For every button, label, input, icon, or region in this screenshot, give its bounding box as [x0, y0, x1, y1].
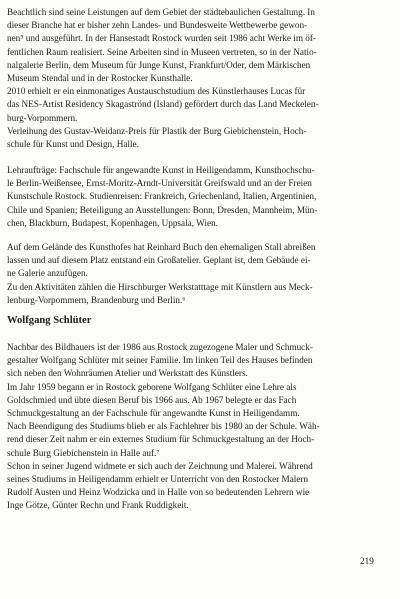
text-line: Kunstschule Rostock. Studienreisen: Frankreich, Griechenland, Italien, Argentinien,: [7, 191, 317, 202]
text-line: ne Galerie anzufügen.: [7, 268, 88, 279]
text-line: lenburg-Vorpommern, Brandenburg und Berlin.⁶: [7, 294, 186, 305]
text-line: le Berlin-Weißensee, Ernst-Moritz-Arndt-Universität Greifswald und an der Freien: [7, 178, 312, 189]
text-line: nen⁵ und ausgeführt. In der Hansestadt Rostock wurden seit 1986 acht Werke im öf-: [7, 33, 316, 44]
paragraph-schlueter: [7, 341, 393, 513]
text-line: Inge Götze, Günter Rechn und Frank Ruddigkeit.: [7, 500, 189, 511]
text-line: das NES-Artist Residency Skagaströnd (Island) gefördert durch das Land Meckelen-: [7, 99, 319, 110]
paragraph-kunsthof: [7, 241, 393, 307]
text-line: Chile und Spanien; Beteiligung an Ausstellungen: Bonn, Dresden, Mannheim, Mün-: [7, 204, 318, 215]
text-line: Nachbar des Bildhauers ist der 1986 aus Rostock zugezogene Maler und Schmuck-: [7, 342, 313, 352]
text-line: Goldschmied und übte diesen Beruf bis 1966 aus. Ab 1967 belegte er das Fach: [7, 394, 297, 405]
text-line: 2010 erhielt er ein einmonatiges Austauschstudium des Künstlerhauses Lucas für: [7, 86, 306, 97]
text-line: Nach Beendigung des Studiums blieb er als Fachlehrer bis 1980 an der Schule. Wäh-: [7, 421, 320, 432]
text-line: sich neben den Wohnräumen Atelier und Werkstatt des Künstlers.: [7, 368, 248, 379]
text-line: chen, Blackburn, Budapest, Kopenhagen, Uppsala, Wien.: [7, 217, 218, 228]
text-line: Schon in seiner Jugend widmete er sich auch der Zeichnung und Malerei. Während: [7, 460, 313, 471]
paragraph-teaching: [7, 164, 393, 230]
text-line: Verleihung des Gustav-Weidanz-Preis für Plastik der Burg Giebichenstein, Hoch-: [7, 125, 307, 136]
text-line: gestalter Wolfgang Schlüter mit seiner Familie. Im linken Teil des Hauses befinden: [7, 355, 313, 366]
text-line: nalgalerie Berlin, dem Museum für Junge Kunst, Frankfurt/Oder, dem Märkischen: [7, 59, 311, 70]
text-line: schule Burg Giebichenstein in Halle auf.⁷: [7, 447, 160, 458]
text-line: Schmuckgestaltung an der Fachschule für angewandte Kunst in Heiligendamm.: [7, 408, 300, 419]
section-heading: Wolfgang Schlüter: [7, 315, 92, 326]
paragraph-achievements: [7, 6, 393, 151]
text-line: Museum Stendal und in der Rostocker Kunsthalle.: [7, 73, 193, 84]
text-line: seines Studiums in Heiligendamm erhielt er Unterricht von den Rostocker Malern: [7, 474, 309, 485]
text-line: Im Jahr 1959 begann er in Rostock geborene Wolfgang Schlüter eine Lehre als: [7, 381, 297, 392]
text-line: Zu den Aktivitäten zählen die Hirschburger Werkstatttage mit Künstlern aus Meck-: [7, 281, 313, 292]
text-line: schule für Kunst und Design, Halle.: [7, 139, 139, 150]
text-line: lassen und auf diesem Platz entstand ein Großatelier. Geplant ist, dem Gebäude ei-: [7, 255, 311, 266]
text-line: dieser Branche hat er bisher zehn Landes- und Bundesweite Wettbewerbe gewon-: [7, 20, 308, 31]
text-line: Rudolf Austen und Heinz Wodzicka und in Halle von so bedeutenden Lehrern wie: [7, 487, 310, 498]
text-line: rend dieser Zeit nahm er ein externes Studium für Schmuckgestaltung an der Hoch-: [7, 434, 315, 445]
text-line: fentlichen Raum realisiert. Seine Arbeiten sind in Museen vertreten, so in der Natio-: [7, 46, 317, 57]
text-line: Auf dem Gelände des Kunsthofes hat Reinhard Buch den ehemaligen Stall abreißen: [7, 242, 316, 252]
text-line: burg-Vorpommern.: [7, 112, 78, 123]
page-number: 219: [360, 556, 374, 566]
text-line: Beachtlich sind seine Leistungen auf dem Gebiet der städtebaulichen Gestaltung. In: [7, 7, 315, 17]
text-line: Lehraufträge: Fachschule für angewandte Kunst in Heiligendamm, Kunsthochschu-: [7, 165, 315, 175]
